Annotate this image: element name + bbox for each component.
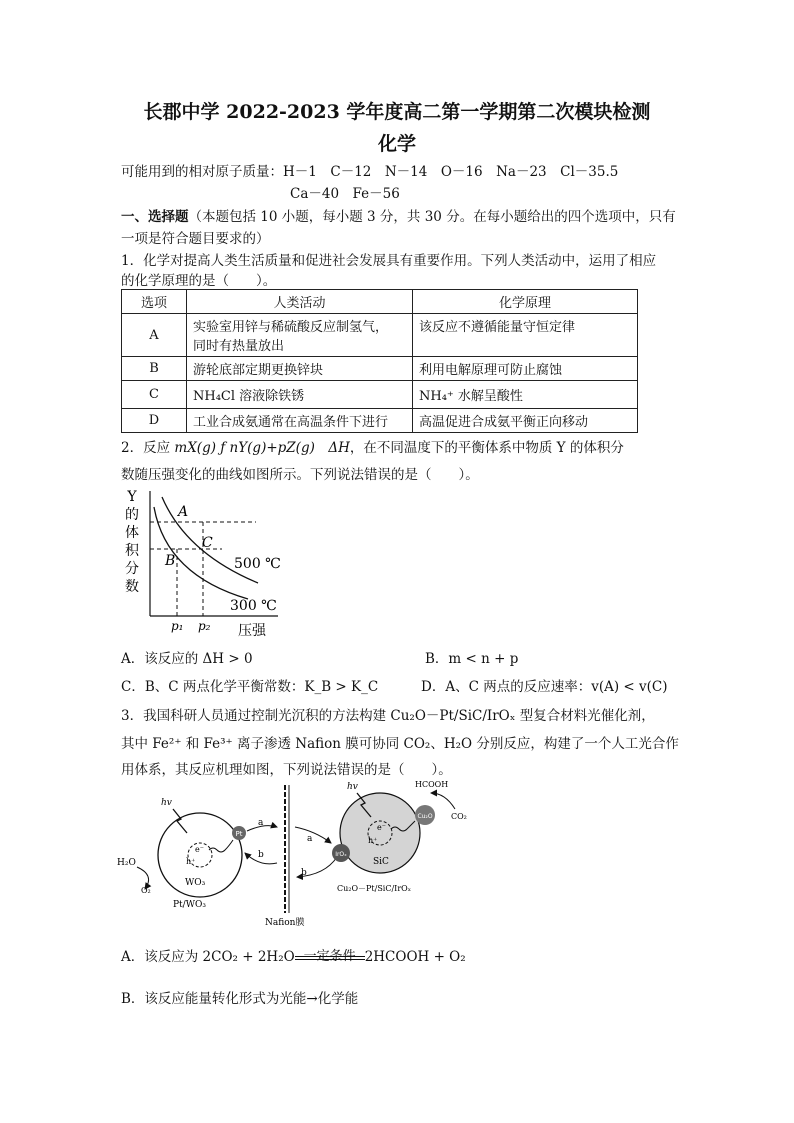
q2-stem1b: ，在不同温度下的平衡体系中物质 Y 的体积分	[349, 440, 624, 456]
atomic-mass-line2: Ca－40 Fe－56	[290, 186, 400, 202]
q1-row-d-option: D	[122, 409, 187, 433]
arrow-a-left	[247, 826, 277, 831]
q1-stem1: 1．化学对提高人类生活质量和促进社会发展具有重要作用。下列人类活动中，运用了相应	[121, 253, 657, 269]
atomic-mass-values1: H－1 C－12 N－14 O－16 Na－23 Cl－35.5	[283, 164, 619, 180]
q1-row-b-principle: 利用电解原理可防止腐蚀	[413, 357, 638, 381]
q2-option-c: C．B、C 两点化学平衡常数：K_B > K_C	[121, 679, 379, 695]
e-left: e⁻	[195, 845, 204, 854]
hv-left: hv	[161, 798, 172, 808]
q1-row-a-activity-l1: 实验室用锌与稀硫酸反应制氢气，	[193, 320, 389, 335]
point-a: A	[178, 504, 189, 520]
q2-option-a: A．该反应的 ΔH > 0	[121, 651, 253, 667]
curve-500-label: 500 ℃	[234, 556, 281, 572]
q1-row-a-activity	[187, 314, 413, 357]
right-particle-label: Cu₂O－Pt/SiC/IrOₓ	[337, 884, 412, 893]
a-right: a	[307, 834, 313, 844]
section1-desc1: （本题包括 10 小题，每小题 3 分，共 30 分。在每小题给出的四个选项中，只有	[188, 209, 676, 225]
q1-header-activity: 人类活动	[187, 290, 413, 314]
co2-arrow	[431, 793, 455, 809]
h2o-label: H₂O	[117, 858, 136, 868]
subject-title: 化学	[377, 133, 416, 155]
q1-row-d-activity: 工业合成氨通常在高温条件下进行	[187, 409, 413, 433]
q3-diagram	[115, 775, 495, 927]
o2-label: O₂	[141, 886, 151, 895]
curve-300-label: 300 ℃	[230, 598, 277, 614]
atomic-mass-label: 可能用到的相对原子质量：	[121, 164, 283, 180]
q3-option-a	[121, 945, 466, 965]
q3-option-a-post: 2HCOOH + O₂	[364, 949, 466, 965]
ylabel-4: 分	[125, 561, 139, 577]
page-title: 长郡中学 2022-2023 学年度高二第一学期第二次模块检测	[143, 101, 651, 123]
ylabel-5: 数	[125, 579, 139, 595]
q2-chart	[118, 485, 288, 645]
ylabel-3: 积	[125, 543, 139, 559]
sic-label: SiC	[373, 857, 389, 867]
left-particle-label: Pt/WO₃	[173, 900, 206, 910]
irox-label: IrOₓ	[335, 851, 347, 858]
point-c: C	[202, 535, 213, 551]
h-right: h⁺	[368, 836, 378, 845]
q2-stem1a: 2．反应	[121, 440, 175, 456]
q3-stem3: 用体系，其反应机理如图，下列说法错误的是（ ）。	[121, 762, 452, 778]
pt-label: Pt	[235, 830, 243, 838]
q1-row-d-principle: 高温促进合成氨平衡正向移动	[413, 409, 638, 433]
b-left: b	[258, 850, 264, 860]
ylabel-2: 体	[125, 525, 139, 541]
table-row	[122, 381, 638, 409]
q1-row-c-activity: NH₄Cl 溶液除铁锈	[187, 381, 413, 409]
q1-row-c-option: C	[122, 381, 187, 409]
q1-stem2: 的化学原理的是（ ）。	[121, 273, 277, 289]
table-row	[122, 314, 638, 357]
hv-right: hv	[347, 782, 358, 792]
q2-option-b: B．m < n + p	[425, 651, 519, 667]
condition-label: 一定条件	[303, 949, 356, 964]
q1-row-b-activity: 游轮底部定期更换锌块	[187, 357, 413, 381]
q1-header-principle: 化学原理	[413, 290, 638, 314]
co2-label: CO₂	[451, 812, 467, 821]
q1-row-c-principle: NH₄⁺ 水解呈酸性	[413, 381, 638, 409]
table-row	[122, 357, 638, 381]
point-b: B	[165, 553, 176, 569]
tick-p1: p₁	[171, 619, 184, 633]
q1-row-a-option: A	[122, 314, 187, 357]
tick-p2: p₂	[198, 619, 211, 633]
b-right: b	[301, 868, 307, 878]
q1-row-a-activity-l2: 同时有热量放出	[193, 339, 285, 354]
hcooh-label: HCOOH	[415, 780, 449, 789]
q3-stem1: 3．我国科研人员通过控制光沉积的方法构建 Cu₂O－Pt/SiC/IrOₓ 型复合材料光催化剂，	[121, 708, 655, 724]
arrow-a-right	[295, 827, 331, 843]
q3-stem2: 其中 Fe²⁺ 和 Fe³⁺ 离子渗透 Nafion 膜可协同 CO₂、H₂O 分别反应，构建了一个人工光合作	[121, 736, 679, 752]
section1-line1	[121, 205, 676, 225]
h-left: h⁺	[186, 857, 196, 866]
cu2o-label: Cu₂O	[417, 813, 433, 820]
membrane-label: Nafion膜	[265, 918, 305, 927]
e-right: e⁻	[377, 823, 386, 832]
q3-option-a-pre: A．该反应为 2CO₂ + 2H₂O	[121, 949, 295, 965]
q1-row-a-principle: 该反应不遵循能量守恒定律	[413, 314, 638, 357]
q2-stem1	[121, 436, 624, 456]
wo3-label: WO₃	[185, 878, 206, 888]
q3-option-b: B．该反应能量转化形式为光能→化学能	[121, 991, 359, 1007]
ylabel-1: 的	[125, 507, 139, 523]
section1-heading: 一、选择题	[121, 209, 189, 225]
section1-desc2: 一项是符合题目要求的）	[121, 231, 270, 247]
x-axis-label: 压强	[238, 623, 266, 639]
q2-option-d: D．A、C 两点的反应速率：v(A) < v(C)	[421, 679, 668, 695]
a-left: a	[258, 818, 264, 828]
q2-stem2: 数随压强变化的曲线如图所示。下列说法错误的是（ ）。	[121, 467, 479, 483]
table-row	[122, 409, 638, 433]
q1-row-b-option: B	[122, 357, 187, 381]
ylabel-0: Y	[127, 489, 137, 505]
q1-header-option: 选项	[122, 290, 187, 314]
q1-table	[121, 289, 638, 433]
q2-reaction: mX(g) ƒ nY(g)+pZ(g) ΔH	[174, 440, 350, 456]
atomic-mass-line1	[121, 160, 618, 180]
